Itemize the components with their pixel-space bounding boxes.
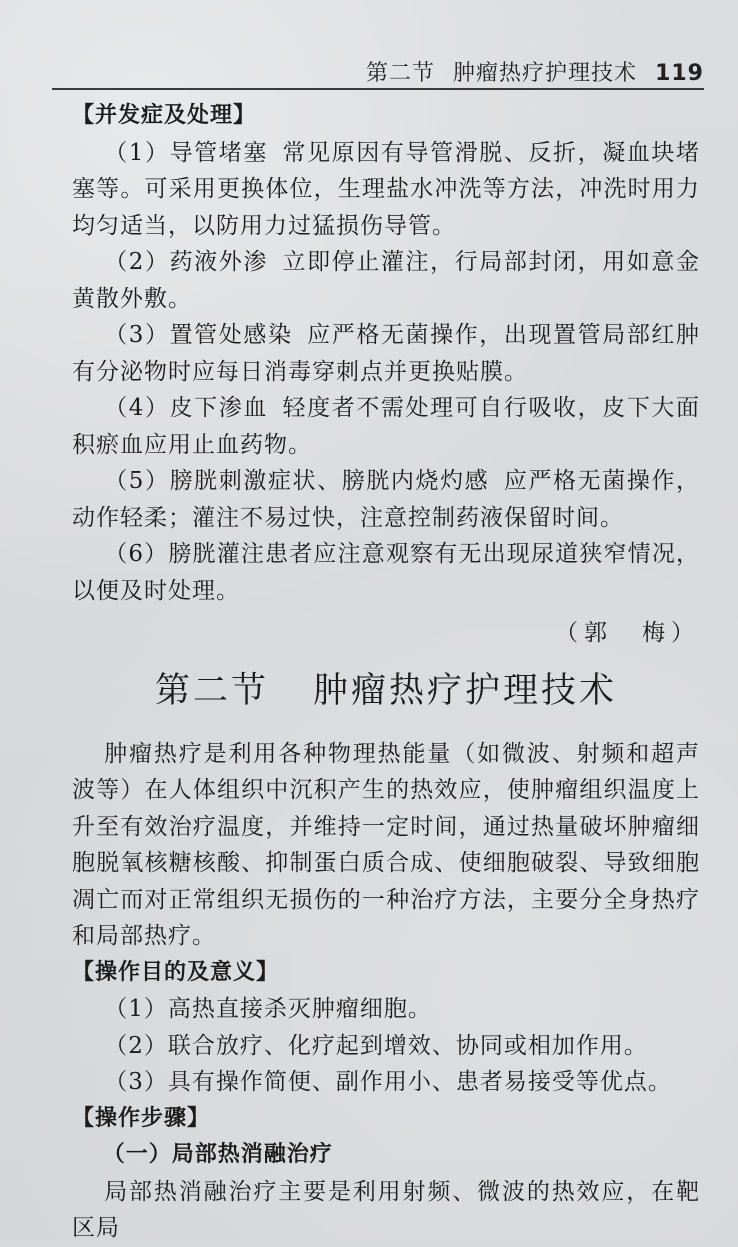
header-rule	[52, 88, 704, 90]
purpose-item-3: （3）具有操作简便、副作用小、患者易接受等优点。	[104, 1069, 672, 1095]
complication-item-3: （3）置管处感染 应严格无菌操作，出现置管局部红肿有分泌物时应每日消毒穿刺点并更换贴膜。	[72, 322, 700, 385]
complication-item-5: （5）膀胱刺激症状、膀胱内烧灼感 应严格无菌操作，动作轻柔；灌注不易过快，注意控制药液保留时间。	[72, 468, 701, 531]
running-header	[366, 56, 704, 87]
complication-item-2: （2）药液外渗 立即停止灌注，行局部封闭，用如意金黄散外敷。	[72, 249, 701, 312]
complication-item-6: （6）膀胱灌注患者应注意观察有无出现尿道狭窄情况，以便及时处理。	[72, 541, 700, 604]
purpose-item-1: （1）高热直接杀灭肿瘤细胞。	[104, 996, 432, 1022]
complication-item-4: （4）皮下渗血 轻度者不需处理可自行吸收，皮下大面积瘀血应用止血药物。	[72, 395, 701, 458]
author-credit: （郭 梅）	[555, 620, 700, 646]
steps-text: 局部热消融治疗主要是利用射频、微波的热效应，在靶区局	[72, 1178, 700, 1241]
complications-label: 【 并发症及处理 】	[72, 98, 700, 135]
steps-label: 【 操作步骤 】	[72, 1101, 700, 1138]
purpose-item-2: （2）联合放疗、化疗起到增效、协同或相加作用。	[104, 1032, 648, 1059]
section-title: 第二节 肿瘤热疗护理技术	[154, 670, 618, 711]
section-intro: 肿瘤热疗是利用各种物理热能量（如微波、射频和超声波等）在人体组织中沉积产生的热效应，使肿瘤组织温度上升至有效治疗温度，并维持一定时间，通过热量破坏肿瘤细胞脱氧核糖核酸、抑制蛋白质合成、使细胞破裂、导致细胞凋亡而对正常组织无损伤的一种治疗方法，主要分全身热疗和局部热疗。	[72, 740, 700, 949]
purpose-label: 【 操作目的及意义 】	[72, 955, 700, 992]
page-body	[72, 98, 700, 1247]
page-number: 119	[655, 61, 704, 86]
complication-item-1: （1）导管堵塞 常见原因有导管滑脱、反折，凝血块堵塞等。可采用更换体位，生理盐水冲洗等方法，冲洗时用力均匀适当，以防用力过猛损伤导管。	[72, 139, 701, 239]
steps-subhead: （一）局部热消融治疗	[102, 1142, 333, 1167]
header-title: 肿瘤热疗护理技术	[453, 61, 638, 86]
header-section: 第二节	[366, 61, 436, 86]
